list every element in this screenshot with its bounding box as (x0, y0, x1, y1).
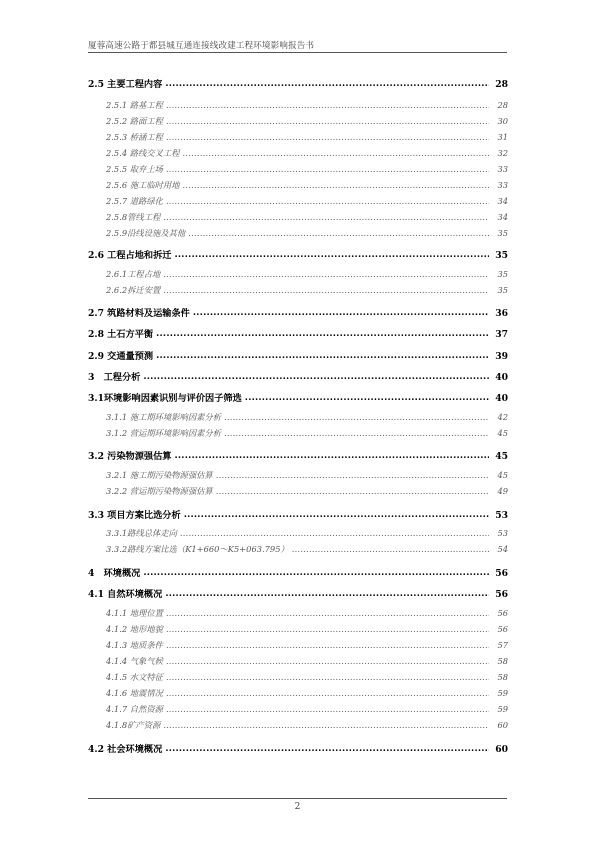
toc-subsection-entry[interactable] (106, 427, 508, 439)
toc-subsection-entry[interactable] (106, 211, 508, 223)
toc-section-entry[interactable] (88, 348, 508, 362)
toc-entry-title: 2.5.8管线工程 (106, 212, 161, 222)
dot-leader (163, 720, 489, 728)
dot-leader (175, 249, 490, 258)
toc-entry-page: 35 (497, 285, 508, 295)
toc-entry-page: 31 (497, 132, 508, 142)
dot-leader (216, 470, 489, 478)
toc-entry-page: 58 (497, 672, 508, 682)
toc-entry-page: 35 (495, 250, 508, 261)
toc-entry-title: 3.2.2 营运期污染物源强估算 (106, 486, 213, 496)
toc-entry-page: 59 (497, 704, 508, 714)
toc-section-entry[interactable] (88, 247, 508, 261)
dot-leader (245, 392, 489, 401)
toc-subsection-entry[interactable] (106, 655, 508, 667)
toc-subsection-entry[interactable] (106, 607, 508, 619)
toc-entry-page: 45 (495, 451, 508, 462)
toc-entry-title: 2.5.3 桥涵工程 (106, 132, 163, 142)
dot-leader (193, 307, 489, 316)
toc-entry-title: 4.1.5 水文特征 (106, 672, 163, 682)
toc-entry-page: 33 (497, 180, 508, 190)
toc-entry-page: 57 (497, 640, 508, 650)
toc-entry-title: 4 环境概况 (88, 568, 141, 579)
dot-leader (224, 428, 489, 436)
toc-entry-page: 39 (495, 351, 508, 362)
dot-leader (292, 544, 489, 552)
dot-leader (166, 688, 489, 696)
footer-rule (88, 798, 507, 799)
toc-entry-title: 4.1.8矿产资源 (106, 720, 161, 730)
toc-entry-title: 4.1.1 地理位置 (106, 608, 163, 618)
toc-entry-title: 2.5.1 路基工程 (106, 100, 163, 110)
toc-entry-page: 53 (495, 510, 508, 521)
dot-leader (165, 78, 489, 87)
toc-entry-title: 3.3.1路线总体走向 (106, 528, 177, 538)
toc-entry-page: 42 (497, 412, 508, 422)
toc-entry-page: 56 (495, 568, 508, 579)
toc-entry-title: 3.1环境影响因素识别与评价因子筛选 (88, 393, 242, 404)
toc-entry-title: 2.5.5 取弃土场 (106, 164, 163, 174)
toc-entry-page: 59 (497, 688, 508, 698)
toc-subsection-entry[interactable] (106, 719, 508, 731)
toc-entry-page: 60 (497, 720, 508, 730)
toc-entry-title: 2.5.7 道路绿化 (106, 196, 163, 206)
dot-leader (166, 672, 489, 680)
toc-section-entry[interactable] (88, 76, 508, 90)
toc-subsection-entry[interactable] (106, 284, 508, 296)
toc-subsection-entry[interactable] (106, 623, 508, 635)
toc-entry-title: 2.6.1工程占地 (106, 269, 161, 279)
toc-entry-page: 35 (497, 228, 508, 238)
toc-subsection-entry[interactable] (106, 115, 508, 127)
toc-entry-page: 34 (497, 212, 508, 222)
toc-entry-title: 4.1.7 自然资源 (106, 704, 163, 714)
toc-entry-page: 60 (495, 744, 508, 755)
toc-entry-title: 2.6.2拆迁安置 (106, 285, 161, 295)
dot-leader (175, 450, 490, 459)
toc-subsection-entry[interactable] (106, 485, 508, 497)
toc-entry-page: 37 (495, 329, 508, 340)
toc-entry-page: 40 (495, 393, 508, 404)
toc-entry-page: 28 (495, 79, 508, 90)
toc-entry-title: 2.9 交通量预测 (88, 351, 154, 362)
toc-subsection-entry[interactable] (106, 131, 508, 143)
toc-subsection-entry[interactable] (106, 411, 508, 423)
toc-entry-title: 2.5.9沿线设施及其他 (106, 228, 186, 238)
toc-entry-title: 2.6 工程占地和拆迁 (88, 250, 172, 261)
dot-leader (166, 116, 489, 124)
toc-entry-page: 53 (497, 528, 508, 538)
dot-leader (166, 132, 489, 140)
header-rule (88, 52, 507, 53)
running-header: 厦蓉高速公路于都县城互通连接线改建工程环境影响报告书 (88, 41, 315, 51)
dot-leader (180, 528, 489, 536)
toc-entry-page: 35 (497, 269, 508, 279)
dot-leader (166, 704, 489, 712)
dot-leader (156, 350, 489, 359)
dot-leader (166, 608, 489, 616)
dot-leader (166, 656, 489, 664)
page-number: 2 (294, 802, 301, 812)
toc-entry-page: 28 (497, 100, 508, 110)
toc-entry-title: 3.2.1 施工期污染物源强估算 (106, 470, 213, 480)
dot-leader (166, 196, 489, 204)
toc-entry-page: 33 (497, 164, 508, 174)
toc-subsection-entry[interactable] (106, 703, 508, 715)
toc-subsection-entry[interactable] (106, 543, 508, 555)
dot-leader (165, 743, 489, 752)
dot-leader (166, 100, 489, 108)
dot-leader (143, 371, 489, 380)
toc-entry-title: 3.2 污染物源强估算 (88, 451, 172, 462)
toc-entry-title: 4.1.3 地质条件 (106, 640, 163, 650)
toc-subsection-entry[interactable] (106, 527, 508, 539)
dot-leader (163, 285, 489, 293)
toc-section-entry[interactable] (88, 448, 508, 462)
toc-section-entry[interactable] (88, 369, 508, 383)
toc-entry-title: 2.5 主要工程内容 (88, 79, 163, 90)
toc-entry-page: 58 (497, 656, 508, 666)
toc-entry-title: 2.7 筑路材料及运输条件 (88, 308, 190, 319)
toc-entry-title: 3.1.1 施工期环境影响因素分析 (106, 412, 222, 422)
dot-leader (163, 212, 489, 220)
dot-leader (216, 486, 489, 494)
toc-entry-page: 30 (497, 116, 508, 126)
toc-section-entry[interactable] (88, 565, 508, 579)
dot-leader (156, 328, 489, 337)
toc-entry-page: 36 (495, 308, 508, 319)
toc-subsection-entry[interactable] (106, 687, 508, 699)
dot-leader (166, 640, 489, 648)
toc-subsection-entry[interactable] (106, 147, 508, 159)
toc-subsection-entry[interactable] (106, 163, 508, 175)
toc-entry-title: 2.5.2 路面工程 (106, 116, 163, 126)
toc-entry-page: 40 (495, 372, 508, 383)
dot-leader (184, 509, 489, 518)
dot-leader (143, 567, 489, 576)
toc-section-entry[interactable] (88, 586, 508, 600)
toc-entry-title: 4.1.6 地震情况 (106, 688, 163, 698)
toc-section-entry[interactable] (88, 326, 508, 340)
dot-leader (166, 164, 489, 172)
toc-entry-page: 56 (497, 608, 508, 618)
toc-entry-title: 3.1.2 营运期环境影响因素分析 (106, 428, 222, 438)
toc-entry-title: 3.3.2路线方案比选（K1+660～K5+063.795） (106, 544, 289, 554)
toc-entry-title: 4.2 社会环境概况 (88, 744, 163, 755)
toc-section-entry[interactable] (88, 507, 508, 521)
dot-leader (165, 588, 489, 597)
toc-entry-title: 4.1.2 地形地貌 (106, 624, 163, 634)
toc-entry-page: 56 (497, 624, 508, 634)
dot-leader (183, 180, 489, 188)
toc-subsection-entry[interactable] (106, 671, 508, 683)
toc-entry-page: 49 (497, 486, 508, 496)
toc-entry-title: 4.1.4 气象气候 (106, 656, 163, 666)
toc-entry-title: 4.1 自然环境概况 (88, 589, 163, 600)
dot-leader (163, 269, 489, 277)
toc-entry-page: 54 (497, 544, 508, 554)
toc-subsection-entry[interactable] (106, 227, 508, 239)
toc-entry-page: 45 (497, 470, 508, 480)
toc-section-entry[interactable] (88, 305, 508, 319)
dot-leader (188, 228, 489, 236)
toc-entry-page: 45 (497, 428, 508, 438)
toc-section-entry[interactable] (88, 390, 508, 404)
dot-leader (166, 624, 489, 632)
toc-entry-page: 56 (495, 589, 508, 600)
toc-entry-title: 3.3 项目方案比选分析 (88, 510, 181, 521)
toc-section-entry[interactable] (88, 741, 508, 755)
dot-leader (224, 412, 489, 420)
dot-leader (183, 148, 489, 156)
toc-subsection-entry[interactable] (106, 469, 508, 481)
toc-subsection-entry[interactable] (106, 639, 508, 651)
toc-entry-page: 32 (497, 148, 508, 158)
toc-entry-page: 34 (497, 196, 508, 206)
toc-entry-title: 2.8 土石方平衡 (88, 329, 154, 340)
toc-subsection-entry[interactable] (106, 179, 508, 191)
toc-entry-title: 3 工程分析 (88, 372, 141, 383)
toc-subsection-entry[interactable] (106, 195, 508, 207)
toc-subsection-entry[interactable] (106, 268, 508, 280)
toc-entry-title: 2.5.6 施工临时用地 (106, 180, 180, 190)
toc-subsection-entry[interactable] (106, 99, 508, 111)
toc-entry-title: 2.5.4 路线交叉工程 (106, 148, 180, 158)
